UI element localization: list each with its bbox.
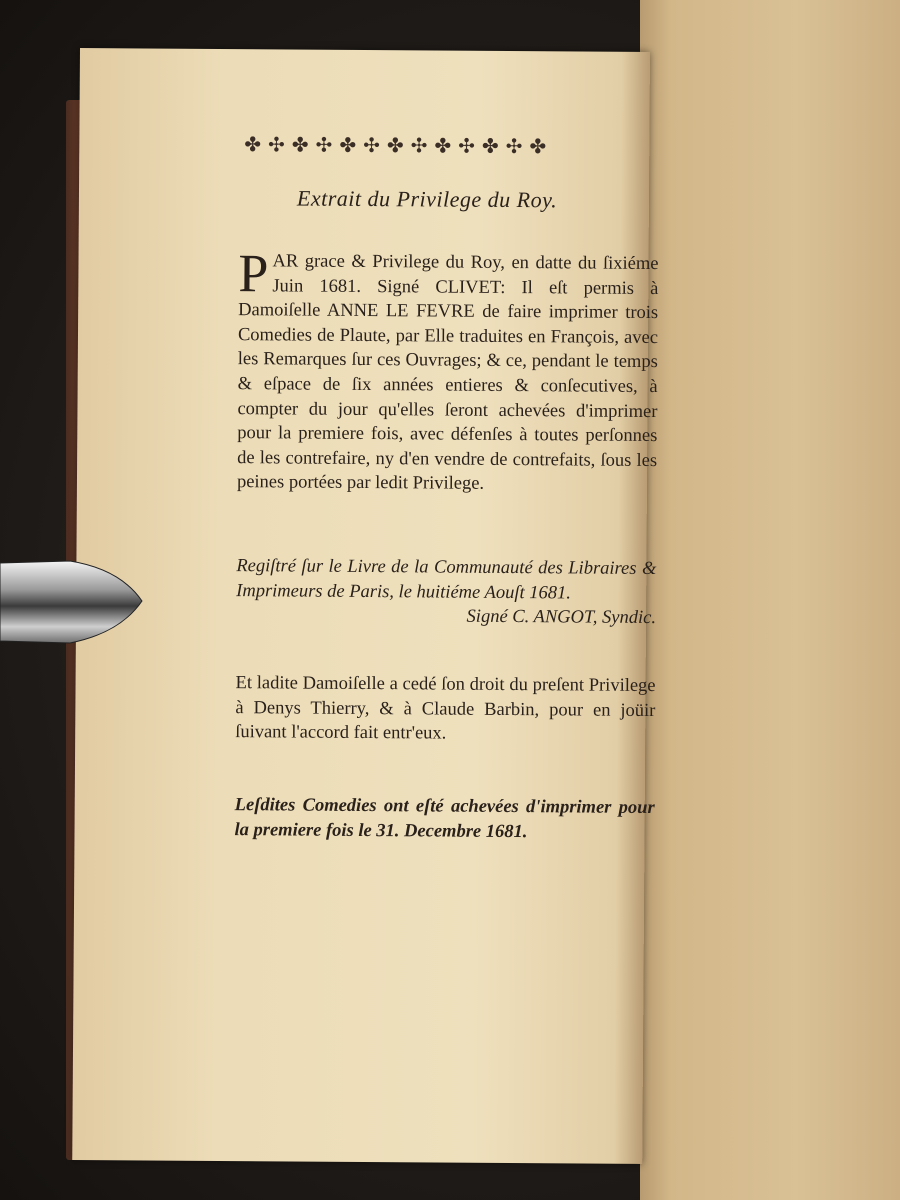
completion-paragraph: Leſdites Comedies ont eſté achevées d'imprimer pour la premiere fois le 31. Decembre 1681. <box>234 795 655 842</box>
registration-signature: Signé C. ANGOT, Syndic. <box>466 606 657 629</box>
registration-paragraph <box>236 554 657 631</box>
page-heading: Extrait du Privilege du Roy. <box>296 185 558 213</box>
ornament-border: ✤ ✣ ✤ ✣ ✤ ✣ ✤ ✣ ✤ ✣ ✤ ✣ ✤ <box>244 133 548 158</box>
page-holder-clip <box>0 555 146 651</box>
facing-page <box>640 0 900 1200</box>
cession-paragraph: Et ladite Damoiſelle a cedé ſon droit du preſent Privilege à Denys Thierry, & à Claude Barbin, pour en joüir ſuivant l'accord fait entr'eux. <box>235 673 656 744</box>
book-page <box>72 48 659 1164</box>
privilege-text: AR grace & Privilege du Roy, en datte du ſixiéme Juin 1681. Signé CLIVET: Il eſt permis à Damoiſelle ANNE LE FEVRE de faire imprimer trois Comedies de Plaute, par Elle traduites en François, avec les Remarques ſur ces Ouvrages; & ce, pendant le temps & eſpace de ſix années entieres & conſecutives, à compter du jour qu'elles ſeront achevées d'imprimer pour la premiere fois, avec défenſes à toutes perſonnes de les contrefaire, ny d'en vendre de contrefaits, ſous les peines portées par ledit Privilege. <box>236 251 659 495</box>
privilege-paragraph <box>236 243 659 498</box>
registration-text: Regiſtré ſur le Livre de la Communauté des Libraires & Imprimeurs de Paris, le huitiéme Aouſt 1681. <box>236 556 657 604</box>
drop-capital: P <box>238 243 269 304</box>
